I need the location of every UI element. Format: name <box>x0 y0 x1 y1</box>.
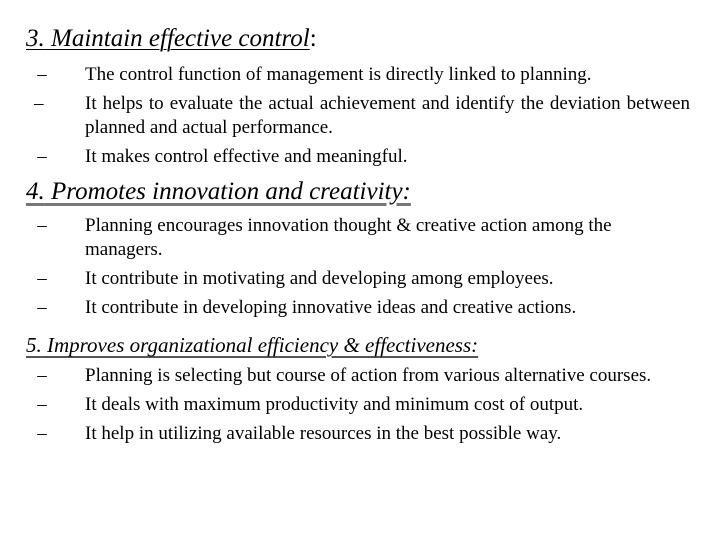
bullet-item <box>34 393 690 417</box>
section-title: Improves organizational efficiency & effectiveness: <box>47 333 479 357</box>
bullet-item <box>34 214 690 262</box>
bullet-dash: – <box>37 297 47 318</box>
bullet-text: Planning is selecting but course of action from various alternative courses. <box>85 365 652 386</box>
bullet-dash: – <box>37 423 47 444</box>
bullet-item <box>34 267 690 291</box>
bullet-text: It help in utilizing available resources in the best possible way. <box>85 423 562 444</box>
bullet-dash: – <box>37 365 47 386</box>
bullet-item <box>34 364 690 388</box>
section-title: Maintain effective control <box>51 25 310 52</box>
bullet-text: The control function of management is directly linked to planning. <box>85 64 592 85</box>
section-heading-title <box>26 178 411 205</box>
bullet-dash: – <box>37 64 47 85</box>
bullet-dash: – <box>37 215 47 236</box>
bullet-item <box>34 296 690 320</box>
section-heading-5 <box>26 330 478 360</box>
bullet-text: It deals with maximum productivity and minimum cost of output. <box>85 394 584 415</box>
section-number: 5. <box>26 333 42 357</box>
bullet-list-3 <box>34 63 690 174</box>
bullet-item <box>34 92 690 140</box>
section-heading-3 <box>26 24 317 54</box>
bullet-item <box>34 422 690 446</box>
bullet-list-4 <box>34 214 690 325</box>
bullet-text: It helps to evaluate the actual achievement and identify the deviation between planned and actual performance. <box>85 93 690 138</box>
bullet-item <box>34 145 690 169</box>
bullet-text: Planning encourages innovation thought & creative action among the managers. <box>85 215 612 260</box>
bullet-dash: – <box>37 268 47 289</box>
section-heading-colon: : <box>309 25 317 52</box>
bullet-dash: – <box>34 93 44 114</box>
section-heading-4 <box>26 177 411 207</box>
bullet-dash: – <box>37 394 47 415</box>
section-title: Promotes innovation and creativity: <box>51 178 411 205</box>
bullet-text: It contribute in developing innovative ideas and creative actions. <box>85 297 577 318</box>
section-number: 3. <box>26 25 45 52</box>
bullet-item <box>34 63 690 87</box>
bullet-dash: – <box>37 146 47 167</box>
bullet-text: It makes control effective and meaningful. <box>85 146 408 167</box>
section-heading-title <box>26 333 478 357</box>
bullet-list-5 <box>34 364 690 451</box>
section-number: 4. <box>26 178 45 205</box>
bullet-text: It contribute in motivating and developing among employees. <box>85 268 554 289</box>
section-heading-title <box>26 25 310 52</box>
